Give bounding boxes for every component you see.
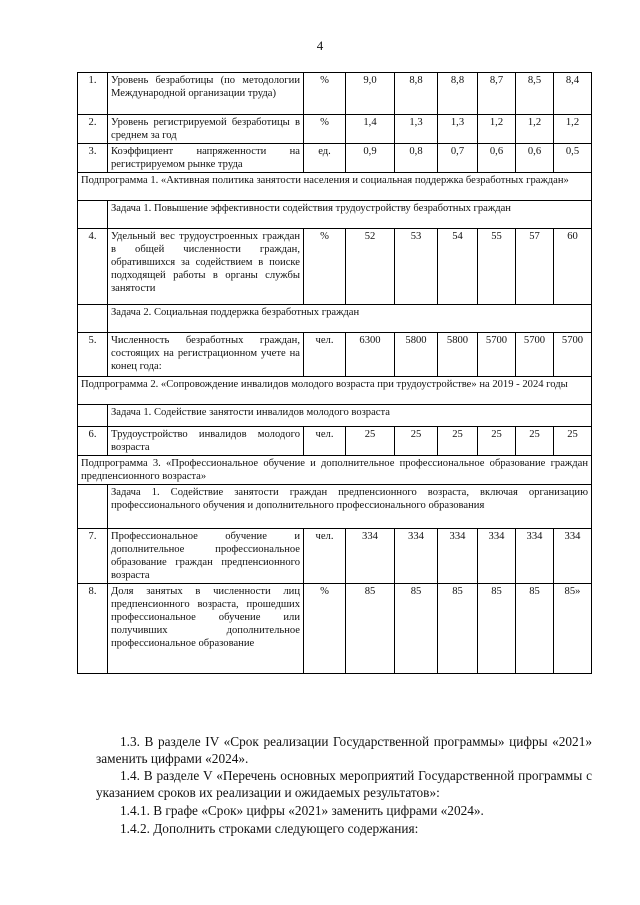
value-cell: 1,2 bbox=[516, 115, 554, 144]
value-cell: 5700 bbox=[554, 333, 592, 377]
indicator-name: Уровень регистрируемой безработицы в среднем за год bbox=[108, 115, 304, 144]
value-cell: 1,2 bbox=[478, 115, 516, 144]
value-cell: 334 bbox=[554, 529, 592, 584]
value-cell: 85 bbox=[478, 584, 516, 674]
value-cell: 5700 bbox=[516, 333, 554, 377]
indicator-name: Численность безработных граждан, состоящих на регистрационном учете на конец года: bbox=[108, 333, 304, 377]
table-row bbox=[78, 333, 592, 377]
value-cell: 8,4 bbox=[554, 73, 592, 115]
value-cell: 5800 bbox=[438, 333, 478, 377]
value-cell: 8,8 bbox=[438, 73, 478, 115]
value-cell: 8,5 bbox=[516, 73, 554, 115]
unit-cell: чел. bbox=[304, 529, 346, 584]
task-title: Задача 2. Социальная поддержка безработных граждан bbox=[108, 305, 592, 333]
paragraph-1-4: 1.4. В разделе V «Перечень основных мероприятий Государственной программы с указанием сроков их реализации и ожидаемых результатов»: bbox=[96, 768, 592, 800]
table-row bbox=[78, 173, 592, 201]
indicator-name: Удельный вес трудоустроенных граждан в общей численности граждан, обратившихся за содействием в поиске подходящей работы в органы службы занятости bbox=[108, 229, 304, 305]
table-row bbox=[78, 456, 592, 485]
unit-cell: ед. bbox=[304, 144, 346, 173]
unit-cell: % bbox=[304, 73, 346, 115]
table-row bbox=[78, 377, 592, 405]
table-body bbox=[78, 73, 592, 674]
value-cell: 9,0 bbox=[346, 73, 395, 115]
value-cell: 6300 bbox=[346, 333, 395, 377]
task-title: Задача 1. Содействие занятости инвалидов молодого возраста bbox=[108, 405, 592, 427]
paragraph-1-4-1: 1.4.1. В графе «Срок» цифры «2021» заменить цифрами «2024». bbox=[120, 803, 484, 818]
value-cell: 52 bbox=[346, 229, 395, 305]
row-number: 1. bbox=[78, 73, 108, 115]
table-row bbox=[78, 73, 592, 115]
table-row bbox=[78, 405, 592, 427]
value-cell: 334 bbox=[395, 529, 438, 584]
value-cell: 85 bbox=[438, 584, 478, 674]
value-cell: 8,8 bbox=[395, 73, 438, 115]
value-cell: 25 bbox=[346, 427, 395, 456]
value-cell: 334 bbox=[438, 529, 478, 584]
table-row bbox=[78, 427, 592, 456]
task-title: Задача 1. Повышение эффективности содействия трудоустройству безработных граждан bbox=[108, 201, 592, 229]
value-cell: 1,3 bbox=[395, 115, 438, 144]
value-cell: 25 bbox=[395, 427, 438, 456]
table-row bbox=[78, 144, 592, 173]
value-cell: 0,9 bbox=[346, 144, 395, 173]
value-cell: 25 bbox=[516, 427, 554, 456]
value-cell: 0,5 bbox=[554, 144, 592, 173]
indicator-name: Доля занятых в численности лиц предпенсионного возраста, прошедших профессиональное обучение или получивших дополнительное профессиональное образование bbox=[108, 584, 304, 674]
indicator-name: Уровень безработицы (по методологии Международной организации труда) bbox=[108, 73, 304, 115]
empty-cell bbox=[78, 405, 108, 427]
unit-cell: % bbox=[304, 584, 346, 674]
table-row bbox=[78, 584, 592, 674]
indicator-name: Профессиональное обучение и дополнительное профессиональное образование граждан предпенсионного возраста bbox=[108, 529, 304, 584]
value-cell: 57 bbox=[516, 229, 554, 305]
value-cell: 53 bbox=[395, 229, 438, 305]
table-row bbox=[78, 485, 592, 529]
value-cell: 5800 bbox=[395, 333, 438, 377]
value-cell: 55 bbox=[478, 229, 516, 305]
value-cell: 5700 bbox=[478, 333, 516, 377]
value-cell: 85 bbox=[395, 584, 438, 674]
value-cell: 25 bbox=[438, 427, 478, 456]
paragraph-1-4-2: 1.4.2. Дополнить строками следующего содержания: bbox=[120, 821, 419, 836]
value-cell: 0,8 bbox=[395, 144, 438, 173]
value-cell: 334 bbox=[346, 529, 395, 584]
value-cell: 0,6 bbox=[516, 144, 554, 173]
row-number: 3. bbox=[78, 144, 108, 173]
page-number: 4 bbox=[316, 38, 324, 53]
table-row bbox=[78, 529, 592, 584]
row-number: 7. bbox=[78, 529, 108, 584]
subprogram-title: Подпрограмма 1. «Активная политика занятости населения и социальная поддержка безработных граждан» bbox=[78, 173, 592, 201]
empty-cell bbox=[78, 485, 108, 529]
task-title: Задача 1. Содействие занятости граждан предпенсионного возраста, включая организацию профессионального обучения и дополнительного профессионального образования bbox=[108, 485, 592, 529]
unit-cell: % bbox=[304, 115, 346, 144]
subprogram-title: Подпрограмма 2. «Сопровождение инвалидов молодого возраста при трудоустройстве» на 2019 - 2024 годы bbox=[78, 377, 592, 405]
unit-cell: % bbox=[304, 229, 346, 305]
value-cell: 85 bbox=[346, 584, 395, 674]
indicator-name: Трудоустройство инвалидов молодого возраста bbox=[108, 427, 304, 456]
row-number: 4. bbox=[78, 229, 108, 305]
empty-cell bbox=[78, 201, 108, 229]
value-cell: 1,3 bbox=[438, 115, 478, 144]
indicators-table bbox=[77, 72, 592, 674]
table-row bbox=[78, 115, 592, 144]
value-cell: 54 bbox=[438, 229, 478, 305]
empty-cell bbox=[78, 305, 108, 333]
value-cell: 85 bbox=[516, 584, 554, 674]
value-cell: 334 bbox=[478, 529, 516, 584]
row-number: 2. bbox=[78, 115, 108, 144]
value-cell: 25 bbox=[478, 427, 516, 456]
value-cell: 8,7 bbox=[478, 73, 516, 115]
paragraph-1-3: 1.3. В разделе IV «Срок реализации Государственной программы» цифры «2021» заменить цифрами «2024». bbox=[96, 734, 592, 766]
indicator-name: Коэффициент напряженности на регистрируемом рынке труда bbox=[108, 144, 304, 173]
value-cell: 25 bbox=[554, 427, 592, 456]
table-row bbox=[78, 305, 592, 333]
row-number: 8. bbox=[78, 584, 108, 674]
row-number: 6. bbox=[78, 427, 108, 456]
table-row bbox=[78, 201, 592, 229]
unit-cell: чел. bbox=[304, 427, 346, 456]
value-cell: 60 bbox=[554, 229, 592, 305]
subprogram-title: Подпрограмма 3. «Профессиональное обучение и дополнительное профессиональное образование граждан предпенсионного возраста» bbox=[78, 456, 592, 485]
unit-cell: чел. bbox=[304, 333, 346, 377]
value-cell: 0,6 bbox=[478, 144, 516, 173]
table-row bbox=[78, 229, 592, 305]
value-cell: 334 bbox=[516, 529, 554, 584]
row-number: 5. bbox=[78, 333, 108, 377]
value-cell: 85» bbox=[554, 584, 592, 674]
value-cell: 1,4 bbox=[346, 115, 395, 144]
value-cell: 1,2 bbox=[554, 115, 592, 144]
value-cell: 0,7 bbox=[438, 144, 478, 173]
